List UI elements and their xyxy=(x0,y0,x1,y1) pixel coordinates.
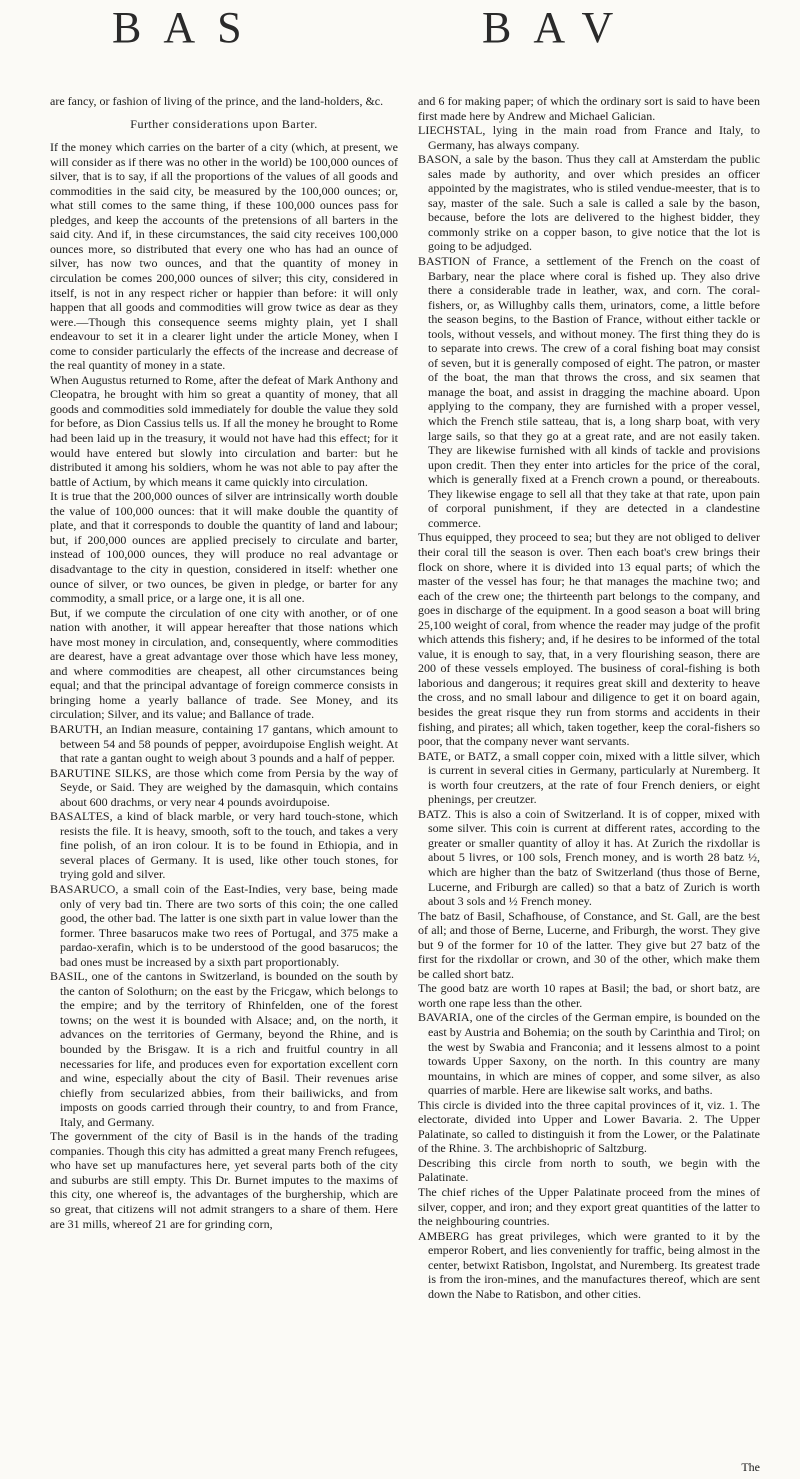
right-column xyxy=(418,94,760,1471)
paragraph: If the money which carries on the barter of a city (which, at present, we will consider as if there was no other in the world) be 100,000 ounces of silver, that is to say, if all the proportions of the values of all goods and commodities in the said city, be measured by the 100,000 ounces; or, what still comes to the same thing, if these 100,000 ounces pass for pledges, and keep the accounts of the pretensions of all barters in the said city. And if, in these circumstances, the said city receives 100,000 ounces more, so distributed that every one who has had an ounce of silver, has now two ounces, and that the quantity of money in circulation be comes 200,000 ounces of silver; this city, considered in itself, is not in any respect richer or happier than before: it will only happen that all goods and commodities will grow twice as dear as they were.—Though this consequence seems mighty plain, yet I shall endeavour to set it in a clearer light under the article Money, when I come to consider particularly the effects of the increase and decrease of the real quantity of money in a state. xyxy=(50,140,398,373)
entry-batz: BATZ. This is also a coin of Switzerland. It is of copper, mixed with some silver. This coin is current at different rates, according to the greater or smaller quantity of alloy it has. At Zurich the rixdollar is about 5 livres, or 100 sols, French money, and is worth 28 batz ½, which are higher than the batz of Switzerland (thus those of Berne, Lucerne, and Friburgh are called) so that a batz of Zurich is worth about 3 sols and ½ French money. xyxy=(418,806,760,909)
entry-basaltes: BASALTES, a kind of black marble, or very hard touch-stone, which resists the file. It is heavy, smooth, soft to the touch, and takes a very fine polish, of an iron colour. It is to be found in Ethiopia, and in several places of Germany. It is used, like other touch stones, for trying gold and silver. xyxy=(50,809,398,882)
entry-bastion-of-france: BASTION of France, a settlement of the French on the coast of Barbary, near the place where coral is fished up. They also drive there a considerable trade in leather, wax, and corn. The coral-fishers, or, as Willughby calls them, urinators, come, a little before the season begins, to the Bastion of France, without either tackle or tools, without vessels, and without money. The first thing they do is to separate into crews. The crew of a coral fishing boat may consist of seven, but it is generally composed of eight. The patron, or master of the boat, the man that throws the cross, and six seamen that manage the boat, and assist in dragging the machine aboard. Upon applying to the company, they are furnished with a proper vessel, which the French stile satteau, that is, a long sharp boat, with very large sails, so that they go at a great rate, and are not easily taken. They are likewise furnished with all kinds of tackle and provisions upon credit. Then they enter into articles for the price of the coral, which is generally fixed at a French crown a pound, or thereabouts. They likewise engage to sell all that they take at that rate, upon pain of corporal punishment, if they are detected in a clandestine commerce. xyxy=(418,254,760,530)
paragraph: and 6 for making paper; of which the ordinary sort is said to have been first made here by Andrew and Michael Galician. xyxy=(418,94,760,123)
paragraph: When Augustus returned to Rome, after the defeat of Mark Anthony and Cleopatra, he brought with him so great a quantity of money, that all goods and commodities sold immediately for double the value they sold for before, as Dion Cassius tells us. If all the money he brought to Rome had been laid up in the treasury, it would not have had this effect; for it would have entered but slowly into circulation and barter: but he distributed it among his soldiers, whom he was not able to pay after the battle of Actium, by which means it came quickly into circulation. xyxy=(50,372,398,489)
section-subheading: Further considerations upon Barter. xyxy=(130,116,318,131)
entry-baruth: BARUTH, an Indian measure, containing 17 gantans, which amount to between 54 and 58 pounds of pepper, avoirdupoise English weight. At that rate a gantan ought to weigh about 3 pounds and a half of pepper. xyxy=(50,721,398,766)
running-head-right: BAV xyxy=(482,3,636,52)
paragraph: The government of the city of Basil is in the hands of the trading companies. Though this city has admitted a great many French refugees, who have set up manufactures here, yet several parts both of the city and suburbs are still empty. This Dr. Burnet imputes to the maxims of this city, one whereof is, the advantages of the burghership, which are so great, that citizens will not admit strangers to a share of them. Here are 31 mills, whereof 21 are for grinding corn, xyxy=(50,1129,398,1231)
entry-bavaria: BAVARIA, one of the circles of the German empire, is bounded on the east by Austria and Bohemia; on the south by Carinthia and Tirol; on the west by Swabia and Franconia; and it lessens almost to a point towards Upper Saxony, on the north. In this country are many mountains, in which are mines of copper, and some silver, as also quarries of marble. Here are likewise salt works, and baths. xyxy=(418,1010,760,1098)
paragraph: This circle is divided into the three capital provinces of it, viz. 1. The electorate, divided into Upper and Lower Bavaria. 2. The Upper Palatinate, so called to distinguish it from the Lower, or the Palatinate of the Rhine. 3. The archbishopric of Saltzburg. xyxy=(418,1097,760,1156)
paragraph: The chief riches of the Upper Palatinate proceed from the mines of silver, copper, and iron; and they export great quantities of the latter to the neighbouring countries. xyxy=(418,1185,760,1229)
entry-barutine-silks: BARUTINE SILKS, are those which come from Persia by the way of Seyde, or Said. They are weighed by the damasquin, which contains about 600 drachms, or very near 4 pounds avoirdupoise. xyxy=(50,765,398,809)
paragraph: It is true that the 200,000 ounces of silver are intrinsically worth double the value of 100,000 ounces: that it will make double the quantity of plate, and that it corresponds to double the quantity of land and labour; but, if 200,000 ounces are applied precisely to circulate and barter, instead of 100,000 ounces, they will produce no real advantage or disadvantage to the city in question, considered in itself: whether one ounce of silver, or two ounces, be given in pledge, or barter for any commodity, a small price, or a large one, it is all one. xyxy=(50,489,398,606)
paragraph: The batz of Basil, Schafhouse, of Constance, and St. Gall, are the best of all; and those of Berne, Lucerne, and Friburgh, the worst. They give but 9 of the former for 10 of the latter. They give but 27 batz of the first for the rixdollar or crown, and 30 of the other, which make them be called short batz. xyxy=(418,908,760,981)
entry-basaruco: BASARUCO, a small coin of the East-Indies, very base, being made only of very bad tin. There are two sorts of this coin; the one called good, the other bad. The latter is one sixth part in value lower than the former. Three basarucos make two rees of Portugal, and 375 make a pardao-xerafin, which is to be understood of the good basarucos; the bad ones must be increased by a sixth part proportionably. xyxy=(50,881,398,969)
catchword: The xyxy=(741,1460,760,1474)
left-column xyxy=(50,94,398,1471)
paragraph: The good batz are worth 10 rapes at Basil; the bad, or short batz, are worth one rape less than the other. xyxy=(418,981,760,1010)
entry-amberg: AMBERG has great privileges, which were granted to it by the emperor Robert, and lies conveniently for traffic, being almost in the center, betwixt Ratisbon, Ingolstat, and Nuremberg. Its greatest trade is from the iron-mines, and the manufactures thereof, which are sent down the Nabe to Ratisbon, and other cities. xyxy=(418,1228,760,1301)
paragraph: But, if we compute the circulation of one city with another, or of one nation with another, it will appear hereafter that those nations which have most money in circulation, and, consequently, where commodities are dearest, have a great advantage over those which have less money, and where commodities are cheapest, all other circumstances being equal; and that the principal advantage of foreign commerce consists in bringing home a yearly ballance of trade. See Money, and its circulation; Silver, and its value; and Ballance of trade. xyxy=(50,605,398,722)
paragraph: Thus equipped, they proceed to sea; but they are not obliged to deliver their coral till the season is over. Then each boat's crew brings their flock on shore, where it is divided into 13 equal parts; of which the master of the vessel has four; he that manages the machine two; and each of the crew one; the thirteenth part belongs to the company, and goes in discharge of the equipment. In a good season a boat will bring 25,100 weight of coral, from whence the reader may judge of the profit which attends this fishery; and, if he desires to be informed of the total value, it is enough to say, that, in a very flourishing season, there are 200 of these vessels employed. The business of coral-fishing is both laborious and dangerous; it requires great skill and dexterity to heave the cross, and no small labour and diligence to get it on board again, besides the great risque they run from storms and accidents in their fishing, and pirates; all which, taken together, keep the coral-fishers so poor, that the company never want servants. xyxy=(418,530,760,749)
paragraph: are fancy, or fashion of living of the prince, and the land-holders, &c. xyxy=(50,94,384,108)
entry-bate: BATE, or BATZ, a small copper coin, mixed with a little silver, which is current in several cities in Germany, particularly at Nuremberg. It is worth four creutzers, at the rate of four French deniers, or eight phenings, per creutzer. xyxy=(418,748,760,807)
running-head-left: BAS xyxy=(112,3,264,52)
entry-basil: BASIL, one of the cantons in Switzerland, is bounded on the south by the canton of Solothurn; on the east by the Fricgaw, which belongs to the empire; and by the territory of Rhinfelden, one of the forest towns; on the west it is bounded with Alsace; and, on the north, it advances on the territories of Germany, beyond the Rhine, and is bounded by the Brisgaw. It is a rich and fruitful country in all necessaries for life, and produces even for exportation excellent corn and wine, especially about the city of Basil. Their revenues arise chiefly from secularized abbies, from their bailiwicks, and from imposts on goods carried through their country, to and from France, Italy, and Germany. xyxy=(50,969,398,1129)
entry-liechstal: LIECHSTAL, lying in the main road from France and Italy, to Germany, has always company. xyxy=(418,123,760,152)
paragraph: Describing this circle from north to south, we begin with the Palatinate. xyxy=(418,1155,760,1185)
entry-bason: BASON, a sale by the bason. Thus they call at Amsterdam the public sales made by authority, and over which presides an officer appointed by the magistrates, who is stiled vendue-meester, that is to say, master of the sale. Such a sale is called a sale by the bason, because, before the lots are delivered to the highest bidder, they commonly strike on a copper bason, to give notice that the lot is going to be adjudged. xyxy=(418,152,760,254)
